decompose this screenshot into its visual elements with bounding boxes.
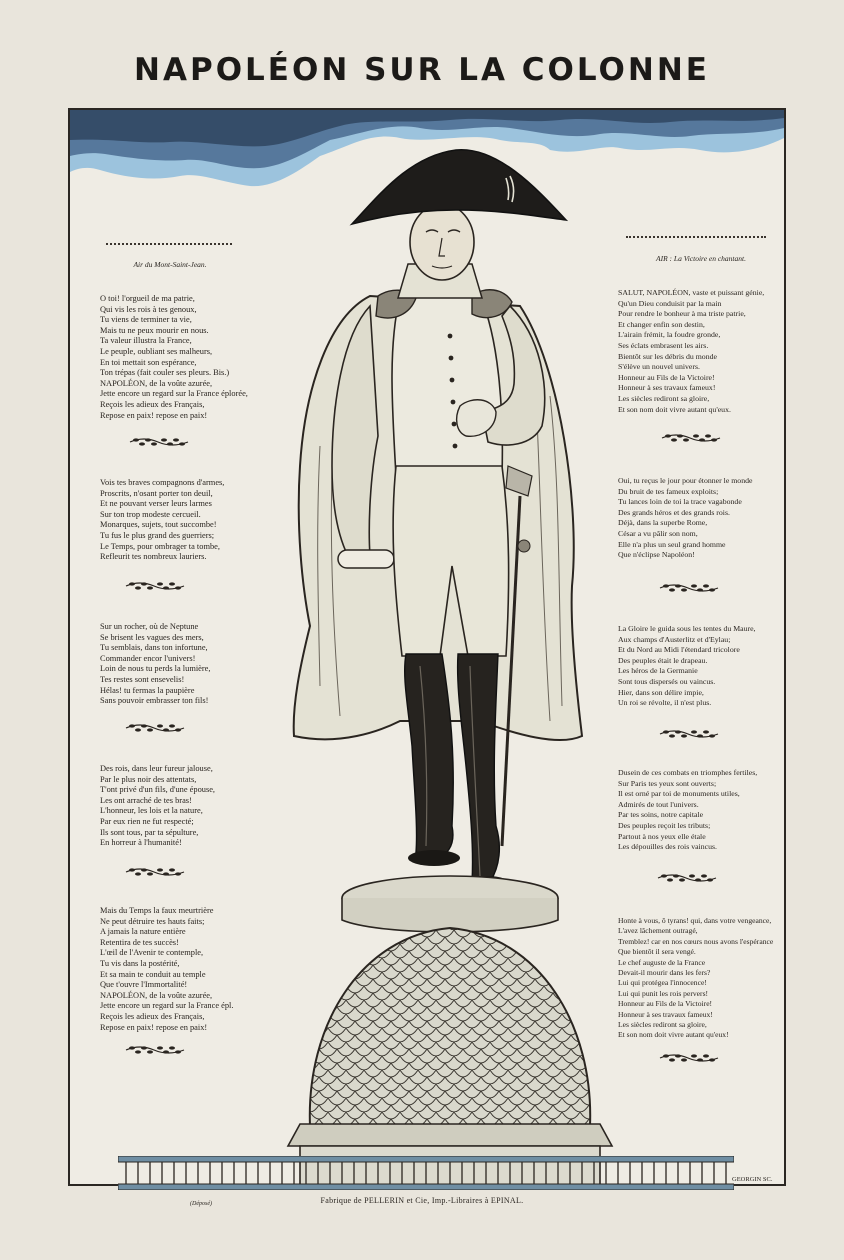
- verse-line: Qui vis les rois à tes genoux,: [100, 304, 197, 314]
- verse-line: Pour rendre le bonheur à ma triste patrie,: [618, 309, 746, 319]
- verse-line: Que bientôt il sera vengé.: [618, 947, 696, 957]
- column-railing: [118, 1156, 734, 1190]
- verse-line: Tu lances loin de toi la trace vagabonde: [618, 497, 742, 507]
- verse-line: A jamais la nature entière: [100, 927, 186, 937]
- verse-line: Et changer enfin son destin,: [618, 319, 705, 329]
- verse-line: Le chef auguste de la France: [618, 957, 706, 967]
- right-stanza-1: [618, 288, 780, 415]
- verse-line: Ton trépas (fait couler ses pleurs. Bis.): [100, 368, 230, 378]
- verse-line: Sont tous dispersés ou vaincus.: [618, 676, 716, 686]
- verse-line: Et du Nord au Midi l'étendard tricolore: [618, 645, 740, 655]
- laurel-ornament: [660, 432, 722, 444]
- verse-line: Lui qui punit les rois pervers!: [618, 988, 709, 998]
- verse-line: Honneur à ses travaux fameux!: [618, 383, 716, 393]
- verse-line: Le Temps, pour ombrager ta tombe,: [100, 541, 220, 551]
- verse-line: Par eux rien ne fut respecté;: [100, 816, 194, 826]
- verse-line: Dusein de ces combats en triomphes fertiles,: [618, 768, 758, 777]
- verse-line: Repose en paix! repose en paix!: [100, 410, 208, 420]
- verse-line: Tu fus le plus grand des guerriers;: [100, 530, 215, 540]
- laurel-ornament: [658, 582, 720, 594]
- laurel-ornament: [124, 866, 186, 878]
- verse-line: Des peuples était le drapeau.: [618, 655, 708, 665]
- verse-line: Admirés de tout l'univers.: [618, 799, 699, 809]
- verse-line: Et ne pouvant verser leurs larmes: [100, 499, 212, 509]
- engraver-signature: GEORGIN SC.: [732, 1176, 773, 1183]
- verse-line: L'honneur, les lois et la nature,: [100, 806, 203, 816]
- right-stanza-5: [618, 916, 780, 1041]
- verse-line: Et son nom doit vivre autant qu'eux!: [618, 1030, 729, 1040]
- uniform-body: [392, 296, 502, 476]
- verse-line: Par tes soins, notre capitale: [618, 810, 704, 820]
- verse-line: Qu'un Dieu conduisit par la main: [618, 298, 722, 308]
- verse-line: En horreur à l'humanité!: [100, 838, 182, 848]
- laurel-ornament: [658, 728, 720, 740]
- verse-line: NAPOLÉON, de la voûte azurée,: [100, 378, 213, 388]
- verse-line: L'œil de l'Avenir te contemple,: [100, 948, 204, 958]
- verse-line: Sur ton trop modeste cercueil.: [100, 509, 201, 519]
- verse-line: Reçois les adieux des Français,: [100, 1011, 205, 1021]
- verse-line: La Gloire le guida sous les tentes du Maure,: [618, 624, 756, 633]
- verse-line: Ta valeur illustra la France,: [100, 336, 192, 346]
- verse-line: Mais du Temps la faux meurtrière: [100, 906, 214, 915]
- verse-line: Loin de nous tu perds la lumière,: [100, 664, 211, 674]
- laurel-ornament: [656, 872, 718, 884]
- verse-line: Les ont arraché de tes bras!: [100, 795, 192, 805]
- verse-line: Sur Paris tes yeux sont ouverts;: [618, 778, 717, 788]
- verse-line: Jette encore un regard sur la France éplorée,: [100, 389, 248, 399]
- verse-line: L'airain frémit, la foudre gronde,: [618, 330, 721, 340]
- verse-line: Reçois les adieux des Français,: [100, 399, 205, 409]
- verse-line: Par le plus noir des attentats,: [100, 774, 197, 784]
- verse-line: Les dépouilles des rois vaincus.: [618, 842, 717, 852]
- verse-line: Honte à vous, ô tyrans! qui, dans votre vengeance,: [618, 916, 772, 925]
- deposit-mark: (Déposé): [190, 1201, 212, 1207]
- verse-line: SALUT, NAPOLÉON, vaste et puissant génie,: [618, 288, 765, 297]
- laurel-ornament: [658, 1052, 720, 1064]
- verse-line: Les héros de la Germanie: [618, 666, 698, 676]
- verse-line: S'élève un nouvel univers.: [618, 362, 700, 372]
- right-rule: [626, 236, 766, 238]
- verse-line: Hélas! tu fermas la paupière: [100, 685, 195, 695]
- verse-line: Monarques, sujets, tout succombe!: [100, 520, 217, 530]
- verse-line: Partout à nos yeux elle étale: [618, 831, 706, 841]
- verse-line: Lui qui protégea l'innocence!: [618, 978, 707, 988]
- poster-title: NAPOLÉON SUR LA COLONNE: [134, 52, 710, 88]
- verse-line: Tu semblais, dans ton infortune,: [100, 643, 208, 653]
- verse-line: Oui, tu reçus le jour pour étonner le monde: [618, 476, 753, 485]
- right-stanza-4: [618, 768, 780, 853]
- verse-line: Hier, dans son délire impie,: [618, 687, 704, 697]
- laurel-ornament: [124, 1044, 186, 1056]
- verse-line: Honneur à ses travaux fameux!: [618, 1009, 713, 1019]
- laurel-ornament: [128, 436, 190, 448]
- verse-line: Le peuple, oubliant ses malheurs,: [100, 346, 213, 356]
- verse-line: Devait-il mourir dans les fers?: [618, 968, 711, 978]
- verse-line: Bientôt sur les débris du monde: [618, 351, 717, 361]
- verse-line: En toi mettait son espérance,: [100, 357, 197, 367]
- verse-line: Sans pouvoir embrasser ton fils!: [100, 696, 209, 706]
- verse-line: Aux champs d'Austerlitz et d'Eylau;: [618, 634, 731, 644]
- laurel-ornament: [124, 580, 186, 592]
- verse-line: Elle n'a plus un seul grand homme: [618, 539, 726, 549]
- verse-line: Il est orné par toi de monuments utiles,: [618, 789, 740, 799]
- right-air-label: AIR : La Victoire en chantant.: [656, 254, 746, 263]
- verse-line: Retentira de tes succès!: [100, 937, 179, 947]
- publisher-imprint: Fabrique de PELLERIN et Cie, Imp.-Libraires à EPINAL.: [320, 1196, 524, 1205]
- scroll: [338, 550, 394, 568]
- verse-line: Des rois, dans leur fureur jalouse,: [100, 764, 213, 773]
- verse-line: César a vu pâlir son nom,: [618, 528, 698, 538]
- verse-line: T'ont privé d'un fils, d'une épouse,: [100, 785, 216, 795]
- verse-line: Tu vis dans la postérité,: [100, 958, 180, 968]
- verse-line: Des grands héros et des grands rois.: [618, 507, 730, 517]
- print-frame: [68, 108, 786, 1186]
- verse-line: Mais tu ne peux mourir en nous.: [100, 325, 209, 335]
- verse-line: Les siècles rediront sa gloire,: [618, 393, 710, 403]
- verse-line: Se brisent les vagues des mers,: [100, 632, 204, 642]
- verse-line: Des peuples reçoit les tributs;: [618, 820, 711, 830]
- verse-line: Repose en paix! repose en paix!: [100, 1022, 208, 1032]
- laurel-ornament: [124, 722, 186, 734]
- right-stanza-2: [618, 476, 780, 561]
- verse-line: Que n'éclipse Napoléon!: [618, 550, 695, 560]
- verse-line: Tremblez! car en nos cœurs nous avons l'espérance: [618, 936, 774, 946]
- verse-line: Que t'ouvre l'Immortalité!: [100, 980, 188, 990]
- verse-line: Les siècles rediront sa gloire,: [618, 1020, 707, 1030]
- verse-line: Un roi se révolte, il n'est plus.: [618, 698, 712, 708]
- verse-line: Commander encor l'univers!: [100, 653, 196, 663]
- left-air-label: Air du Mont-Saint-Jean.: [133, 260, 207, 269]
- column-dome: [310, 928, 590, 1126]
- verse-line: Jette encore un regard sur la France épl.: [100, 1001, 234, 1011]
- left-boot: [405, 654, 454, 856]
- verse-line: Et sa main te conduit au temple: [100, 969, 206, 979]
- verse-line: O toi! l'orgueil de ma patrie,: [100, 294, 195, 303]
- verse-line: Et son nom doit vivre autant qu'eux.: [618, 404, 731, 414]
- verse-line: Tes restes sont ensevelis!: [100, 674, 185, 684]
- verse-line: Proscrits, n'osant porter ton deuil,: [100, 488, 213, 498]
- verse-line: Ses éclats embrasent les airs.: [618, 340, 709, 350]
- verse-line: Déjà, dans la superbe Rome,: [618, 518, 708, 528]
- verse-line: L'avez lâchement outragé,: [618, 926, 698, 936]
- verse-line: Ils sont tous, par ta sépulture,: [100, 827, 199, 837]
- verse-line: NAPOLÉON, de la voûte azurée,: [100, 990, 213, 1000]
- verse-line: Refleurit tes nombreux lauriers.: [100, 552, 207, 562]
- verse-line: Honneur au Fils de la Victoire!: [618, 372, 715, 382]
- napoleon-statue-illustration: [220, 146, 640, 1186]
- verse-line: Du bruit de tes fameux exploits;: [618, 486, 719, 496]
- right-stanza-3: [618, 624, 780, 709]
- verse-line: Vois tes braves compagnons d'armes,: [100, 478, 225, 487]
- verse-line: Ne peut détruire tes hauts faits;: [100, 916, 205, 926]
- verse-line: Tu viens de terminer ta vie,: [100, 315, 192, 325]
- verse-line: Sur un rocher, où de Neptune: [100, 622, 199, 631]
- left-rule: [106, 243, 232, 245]
- verse-line: Honneur au Fils de la Victoire!: [618, 999, 713, 1009]
